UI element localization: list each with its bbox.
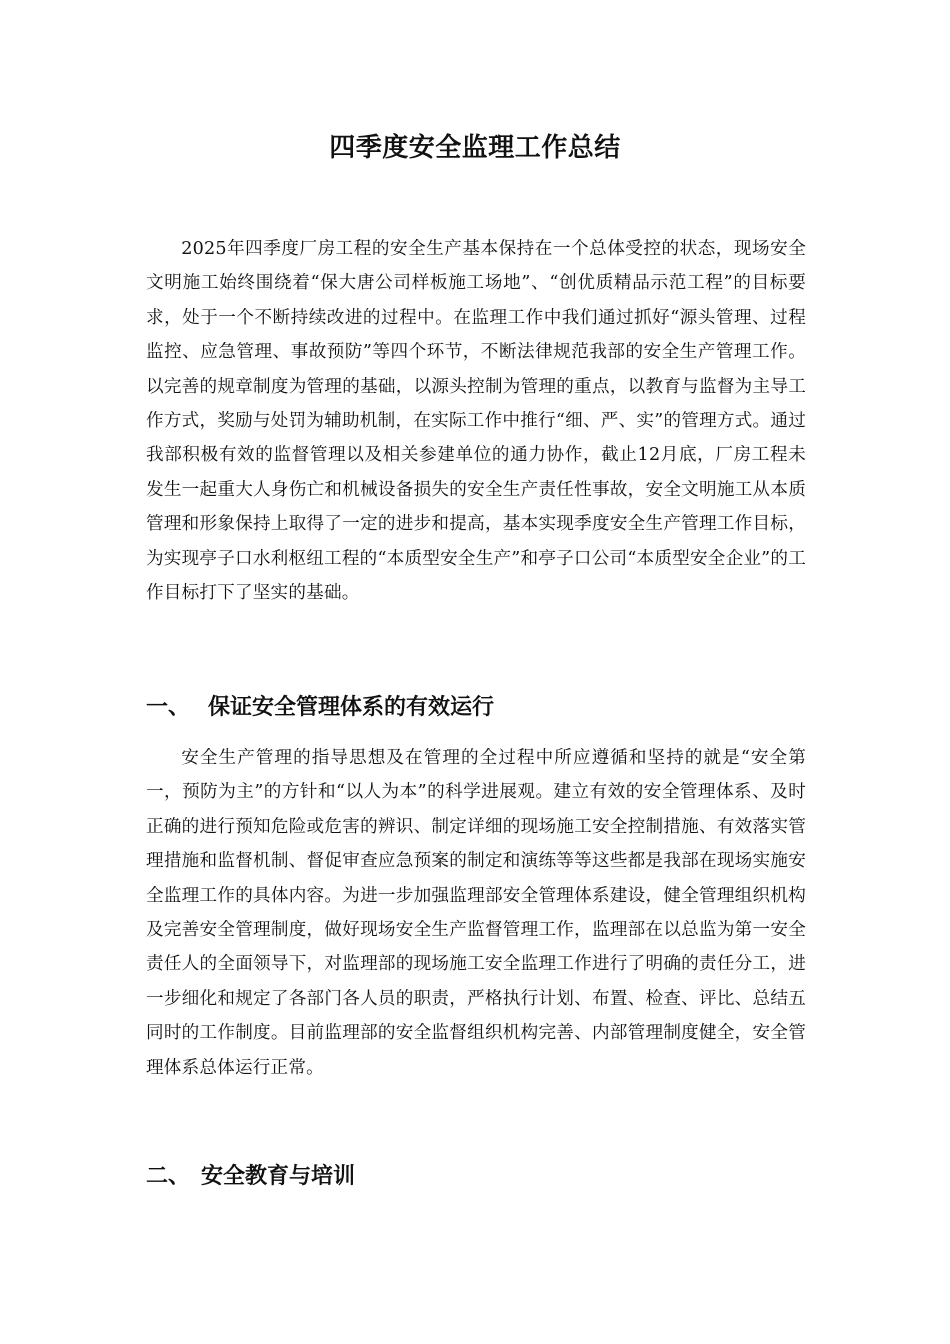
section-1-paragraph: 安全生产管理的指导思想及在管理的全过程中所应遵循和坚持的就是“安全第一，预防为主”的方针和“以人为本”的科学进展观。建立有效的安全管理体系、及时正确的进行预知危险或危害的辨识、制定详细的现场施工安全控制措施、有效落实管理措施和监督机制、督促审查应急预案的制定和演练等等这些都是我部在现场实施安全监理工作的具体内容。为进一步加强监理部安全管理体系建设，健全管理组织机构及完善安全管理制度，做好现场安全生产监督管理工作，监理部在以总监为第一安全责任人的全面领导下，对监理部的现场施工安全监理工作进行了明确的责任分工，进一步细化和规定了各部门各人员的职责，严格执行计划、布置、检查、评比、总结五同时的工作制度。目前监理部的安全监督组织机构完善、内部管理制度健全，安全管理体系总体运行正常。: [146, 748, 806, 1078]
section-title-1: 保证安全管理体系的有效运行: [208, 695, 495, 720]
section-heading-1: [146, 691, 494, 725]
section-number-2: 二、: [146, 1164, 191, 1189]
section-number-1: 一、: [146, 695, 191, 720]
page-title: 四季度安全监理工作总结: [329, 133, 621, 163]
section-heading-2: [146, 1160, 355, 1194]
section-title-2: 安全教育与培训: [201, 1164, 356, 1189]
intro-paragraph: 2025年四季度厂房工程的安全生产基本保持在一个总体受控的状态，现场安全文明施工始终围绕着“保大唐公司样板施工场地”、“创优质精品示范工程”的目标要求，处于一个不断持续改进的过程中。在监理工作中我们通过抓好“源头管理、过程监控、应急管理、事故预防”等四个环节，不断法律规范我部的安全生产管理工作。以完善的规章制度为管理的基础，以源头控制为管理的重点，以教育与监督为主导工作方式，奖励与处罚为辅助机制，在实际工作中推行“细、严、实”的管理方式。通过我部积极有效的监督管理以及相关参建单位的通力协作，截止12月底，厂房工程未发生一起重大人身伤亡和机械设备损失的安全生产责任性事故，安全文明施工从本质管理和形象保持上取得了一定的进步和提高，基本实现季度安全生产管理工作目标，为实现亭子口水利枢纽工程的“本质型安全生产”和亭子口公司“本质型安全企业”的工作目标打下了坚实的基础。: [146, 239, 806, 604]
